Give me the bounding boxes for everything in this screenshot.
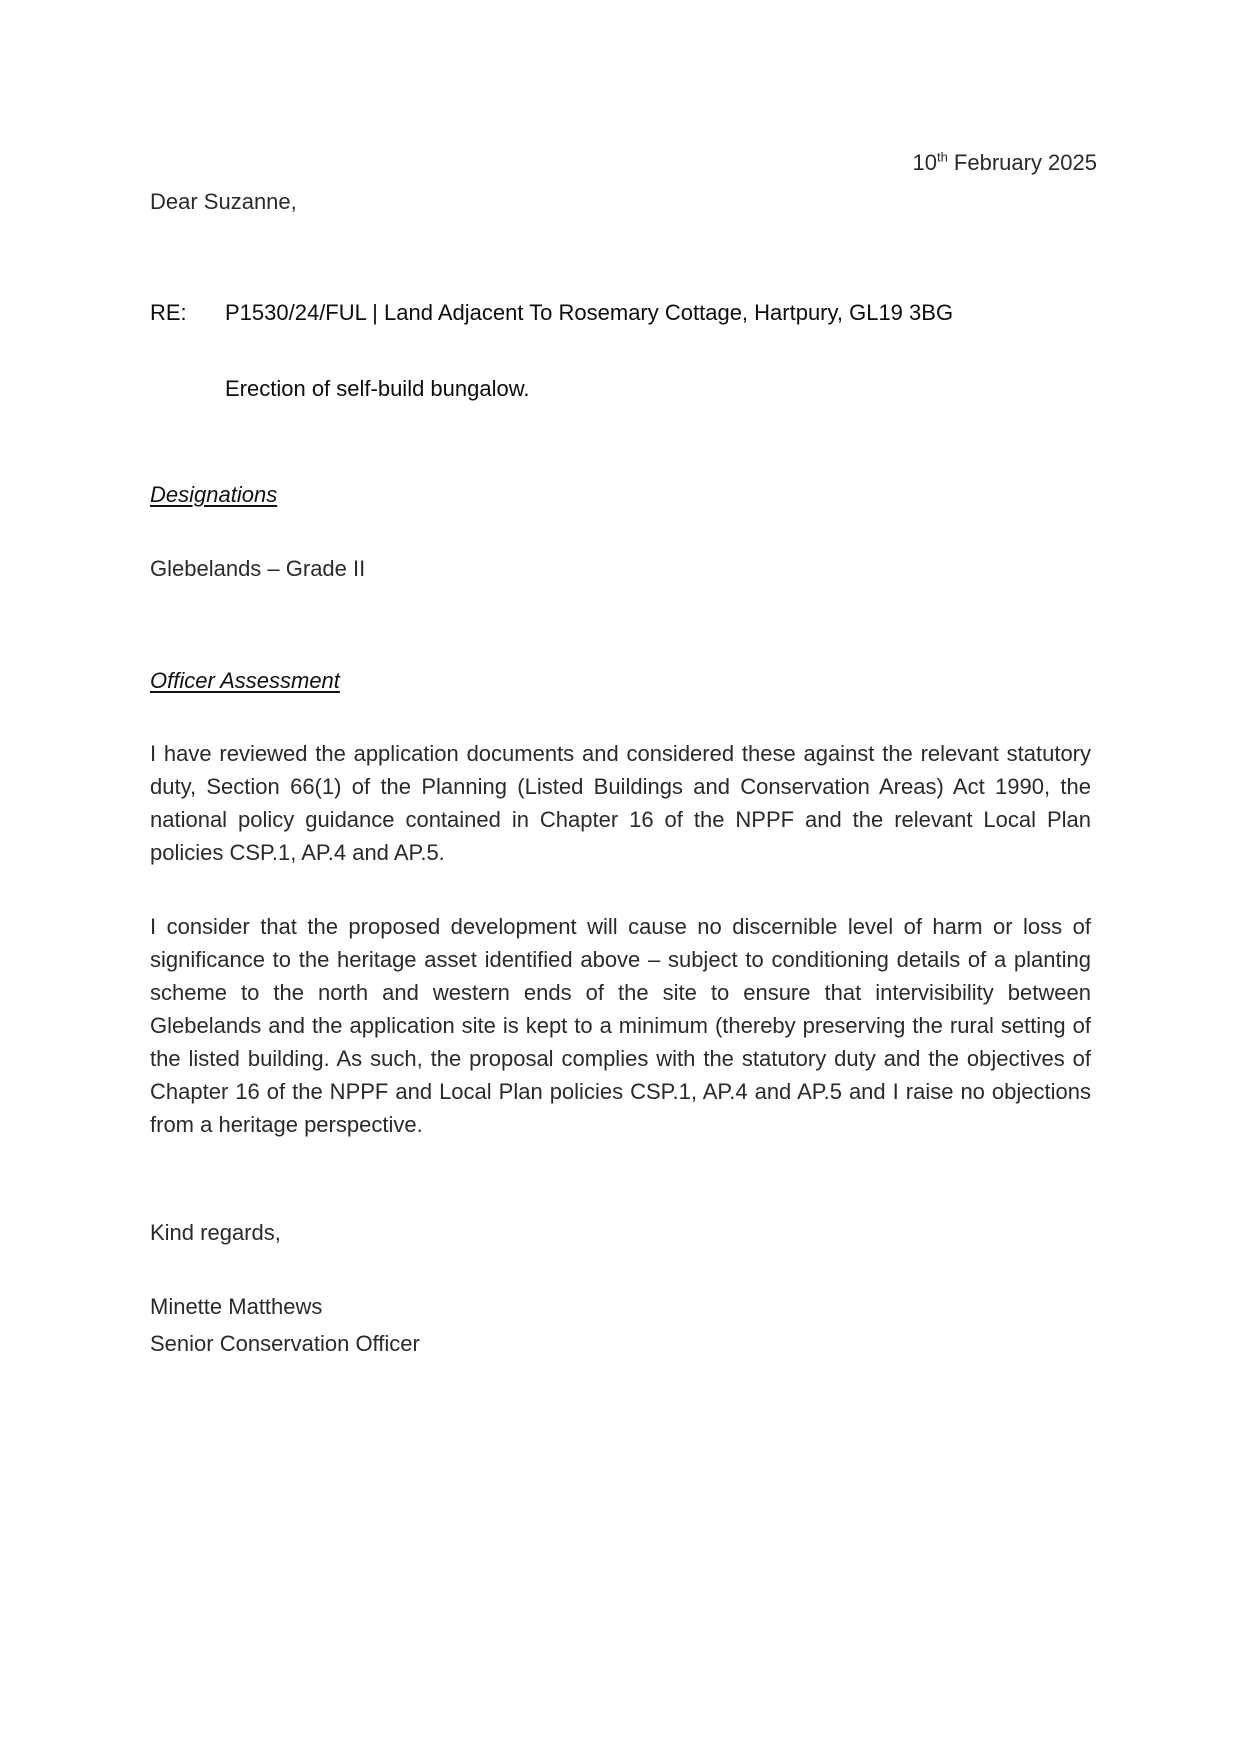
re-block xyxy=(150,300,953,402)
signatory-title: Senior Conservation Officer xyxy=(150,1331,420,1356)
salutation: Dear Suzanne, xyxy=(150,189,297,214)
re-description: Erection of self-build bungalow. xyxy=(225,376,530,401)
assessment-heading: Officer Assessment xyxy=(150,668,340,693)
re-reference: P1530/24/FUL | Land Adjacent To Rosemary Cottage, Hartpury, GL19 3BG xyxy=(225,300,954,325)
closing: Kind regards, xyxy=(150,1220,281,1245)
designations-heading: Designations xyxy=(150,482,278,507)
date-day: 10 xyxy=(912,150,937,175)
letter-date xyxy=(912,150,1097,176)
signatory-name: Minette Matthews xyxy=(150,1294,323,1319)
re-label: RE: xyxy=(150,300,187,325)
date-ordinal: th xyxy=(936,149,948,165)
designations-text: Glebelands – Grade II xyxy=(150,556,366,581)
date-rest: February 2025 xyxy=(947,150,1097,175)
re-row xyxy=(150,300,953,326)
assessment-paragraph-2: I consider that the proposed development will cause no discernible level of harm or loss of significance to the heritage asset identified above – subject to conditioning details of a planting scheme to the north and western ends of the site to ensure that intervisibility between Glebelands and the application site is kept to a minimum (thereby preserving the rural setting of the listed building. As such, the proposal complies with the statutory duty and the objectives of Chapter 16 of the NPPF and Local Plan policies CSP.1, AP.4 and AP.5 and I raise no objections from a heritage perspective. xyxy=(150,914,1091,1137)
assessment-paragraph-1: I have reviewed the application documents and considered these against the relevant statutory duty, Section 66(1) of the Planning (Listed Buildings and Conservation Areas) Act 1990, the national policy guidance contained in Chapter 16 of the NPPF and the relevant Local Plan policies CSP.1, AP.4 and AP.5. xyxy=(150,741,1091,865)
